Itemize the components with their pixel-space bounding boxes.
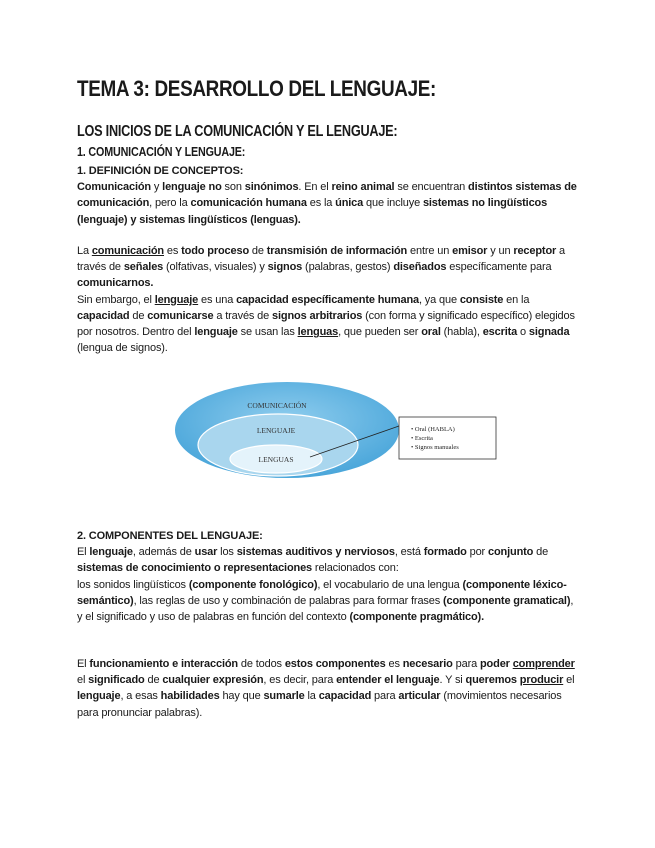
text-run: para	[452, 658, 480, 670]
text-run: Comunicación	[77, 181, 151, 194]
box-item-oral: • Oral (HABLA)	[411, 426, 455, 433]
text-run: única	[335, 197, 364, 210]
text-run: lenguaje	[194, 326, 238, 339]
text-run: lenguaje	[154, 293, 199, 306]
text-run: (movimientos necesarios para pronunciar palabras).	[77, 690, 562, 719]
text-run: emisor	[452, 245, 488, 257]
text-run: El	[77, 658, 90, 670]
definitions-heading: 1. DEFINICIÓN DE CONCEPTOS:	[77, 165, 244, 177]
text-run: escrita	[482, 326, 518, 339]
text-run: y un	[487, 245, 514, 257]
text-run: son	[221, 181, 245, 194]
text-run: consiste	[459, 293, 504, 306]
communication-label: COMUNICACIÓN	[247, 401, 307, 410]
text-run: La	[77, 245, 92, 257]
text-run: oral	[421, 326, 441, 339]
text-run: , está	[394, 546, 424, 559]
text-run: , que pueden ser	[338, 326, 422, 339]
text-run: es la	[306, 197, 336, 210]
text-run: (con forma y significado específico) elegidos por nosotros. Dentro del	[77, 309, 575, 339]
text-run: es	[164, 245, 182, 257]
text-run: a través de	[77, 245, 566, 274]
text-run: lenguas	[297, 326, 339, 339]
text-run: poder	[479, 658, 510, 670]
text-run: a través de	[213, 309, 273, 322]
function-block	[77, 656, 577, 721]
text-run: signos	[267, 261, 303, 274]
text-run: comunicarse	[147, 309, 214, 322]
text-run: todo proceso	[181, 245, 250, 257]
text-run: que incluye	[363, 197, 423, 210]
text-run: (componente gramatical)	[443, 594, 571, 607]
text-run: queremos	[465, 674, 517, 687]
text-run: (componente fonológico)	[188, 578, 318, 591]
text-run: sinónimos	[244, 181, 299, 194]
text-run: funcionamiento e interacción	[89, 658, 238, 670]
components-block	[77, 528, 577, 625]
box-item-signs: • Signos manuales	[411, 444, 459, 451]
text-run: conjunto	[487, 546, 534, 559]
text-run: transmisión de información	[266, 245, 408, 257]
text-run: para	[371, 690, 399, 703]
text-run: lenguaje no	[162, 181, 222, 194]
text-run: de	[533, 546, 549, 559]
text-run: usar	[194, 546, 218, 559]
text-run: , es decir, para	[263, 674, 337, 687]
text-run: lenguaje	[77, 690, 121, 703]
text-run: entre un	[407, 245, 453, 257]
page-title: TEMA 3: DESARROLLO DEL LENGUAJE:	[77, 76, 437, 101]
text-run: sistemas no lingüísticos (lenguaje) y sistemas lingüísticos (lenguas).	[77, 197, 548, 226]
text-run: (lengua de signos).	[77, 342, 168, 355]
text-run: (componente léxico-semántico)	[77, 578, 567, 607]
text-run: de	[129, 309, 148, 322]
text-run: capacidad	[318, 690, 372, 703]
text-run: específicamente para	[446, 261, 552, 274]
components-paragraph-1	[77, 544, 577, 576]
text-run: sistemas auditivos y nerviosos	[236, 546, 395, 559]
text-run: capacidad específicamente humana	[236, 293, 419, 306]
text-run: los	[217, 546, 237, 559]
text-run: relacionados con:	[312, 562, 399, 575]
text-run: habilidades	[160, 690, 220, 703]
components-paragraph-2	[77, 577, 577, 626]
text-run: (olfativas, visuales) y	[163, 261, 268, 274]
text-run: de todos	[238, 658, 285, 670]
text-run: , además de	[132, 546, 195, 559]
text-run: signos arbitrarios	[272, 309, 363, 322]
text-run: en la	[503, 293, 530, 306]
languages-label: LENGUAS	[258, 455, 294, 464]
text-run: sistemas de conocimiento o representaciones	[77, 562, 313, 575]
text-run: , y el significado y uso de palabras en función del contexto	[77, 594, 574, 624]
subsection-title: 1. COMUNICACIÓN Y LENGUAJE:	[77, 145, 246, 159]
text-run: cualquier expresión	[162, 674, 264, 687]
text-run: necesario	[402, 658, 453, 670]
text-run: . En el	[298, 181, 332, 194]
text-run: , el vocabulario de una lengua	[317, 578, 463, 591]
text-run: distintos sistemas de comunicación	[77, 181, 577, 210]
text-run: la	[304, 690, 319, 703]
text-run: de	[144, 674, 163, 687]
text-run: producir	[519, 674, 564, 687]
text-run: receptor	[513, 245, 557, 257]
text-run: (habla),	[440, 326, 483, 339]
text-run: Sin embargo, el	[77, 293, 155, 306]
text-run: hay que	[219, 690, 264, 703]
text-run: se encuentran	[394, 181, 469, 194]
components-paragraph-3	[77, 656, 577, 721]
text-run: (palabras, gestos)	[302, 261, 394, 274]
text-run: entender el lenguaje	[336, 674, 440, 687]
text-run: comunicación humana	[190, 197, 307, 210]
text-run: articular	[398, 690, 441, 703]
text-run: El	[77, 546, 90, 559]
text-run: lenguaje	[89, 546, 133, 559]
text-run: por	[466, 546, 488, 559]
text-run: capacidad	[77, 309, 130, 322]
text-run: signada	[528, 326, 570, 339]
text-run: diseñados	[393, 261, 447, 274]
text-run: , pero la	[149, 197, 191, 210]
text-run: de	[249, 245, 267, 257]
text-run: significado	[88, 674, 145, 687]
text-run: comunicación	[91, 245, 165, 257]
text-run: (componente pragmático).	[349, 611, 484, 624]
text-run: el	[77, 674, 89, 687]
text-run: es	[385, 658, 403, 670]
text-run: comunicarnos.	[77, 277, 154, 290]
text-run: señales	[123, 261, 164, 274]
text-run: sumarle	[263, 690, 305, 703]
text-run: comprender	[512, 658, 575, 670]
section-title: LOS INICIOS DE LA COMUNICACIÓN Y EL LENGUAJE:	[77, 123, 398, 140]
text-run: o	[517, 326, 529, 339]
text-run: se usan las	[237, 326, 298, 339]
box-item-written: • Escrita	[411, 435, 433, 442]
text-run: , a esas	[120, 690, 161, 703]
text-run: los sonidos lingüísticos	[77, 578, 189, 591]
text-run: reino animal	[331, 181, 395, 194]
language-label: LENGUAJE	[256, 426, 296, 435]
text-run: y	[151, 181, 163, 194]
components-heading: 2. COMPONENTES DEL LENGUAJE:	[77, 530, 263, 542]
text-run: el	[563, 674, 575, 687]
text-run: es una	[198, 293, 237, 306]
text-run: estos componentes	[284, 658, 386, 670]
text-run: formado	[423, 546, 467, 559]
text-run: , ya que	[418, 293, 460, 306]
text-run: , las reglas de uso y combinación de palabras para formar frases	[133, 594, 443, 607]
text-run: . Y si	[439, 674, 466, 687]
